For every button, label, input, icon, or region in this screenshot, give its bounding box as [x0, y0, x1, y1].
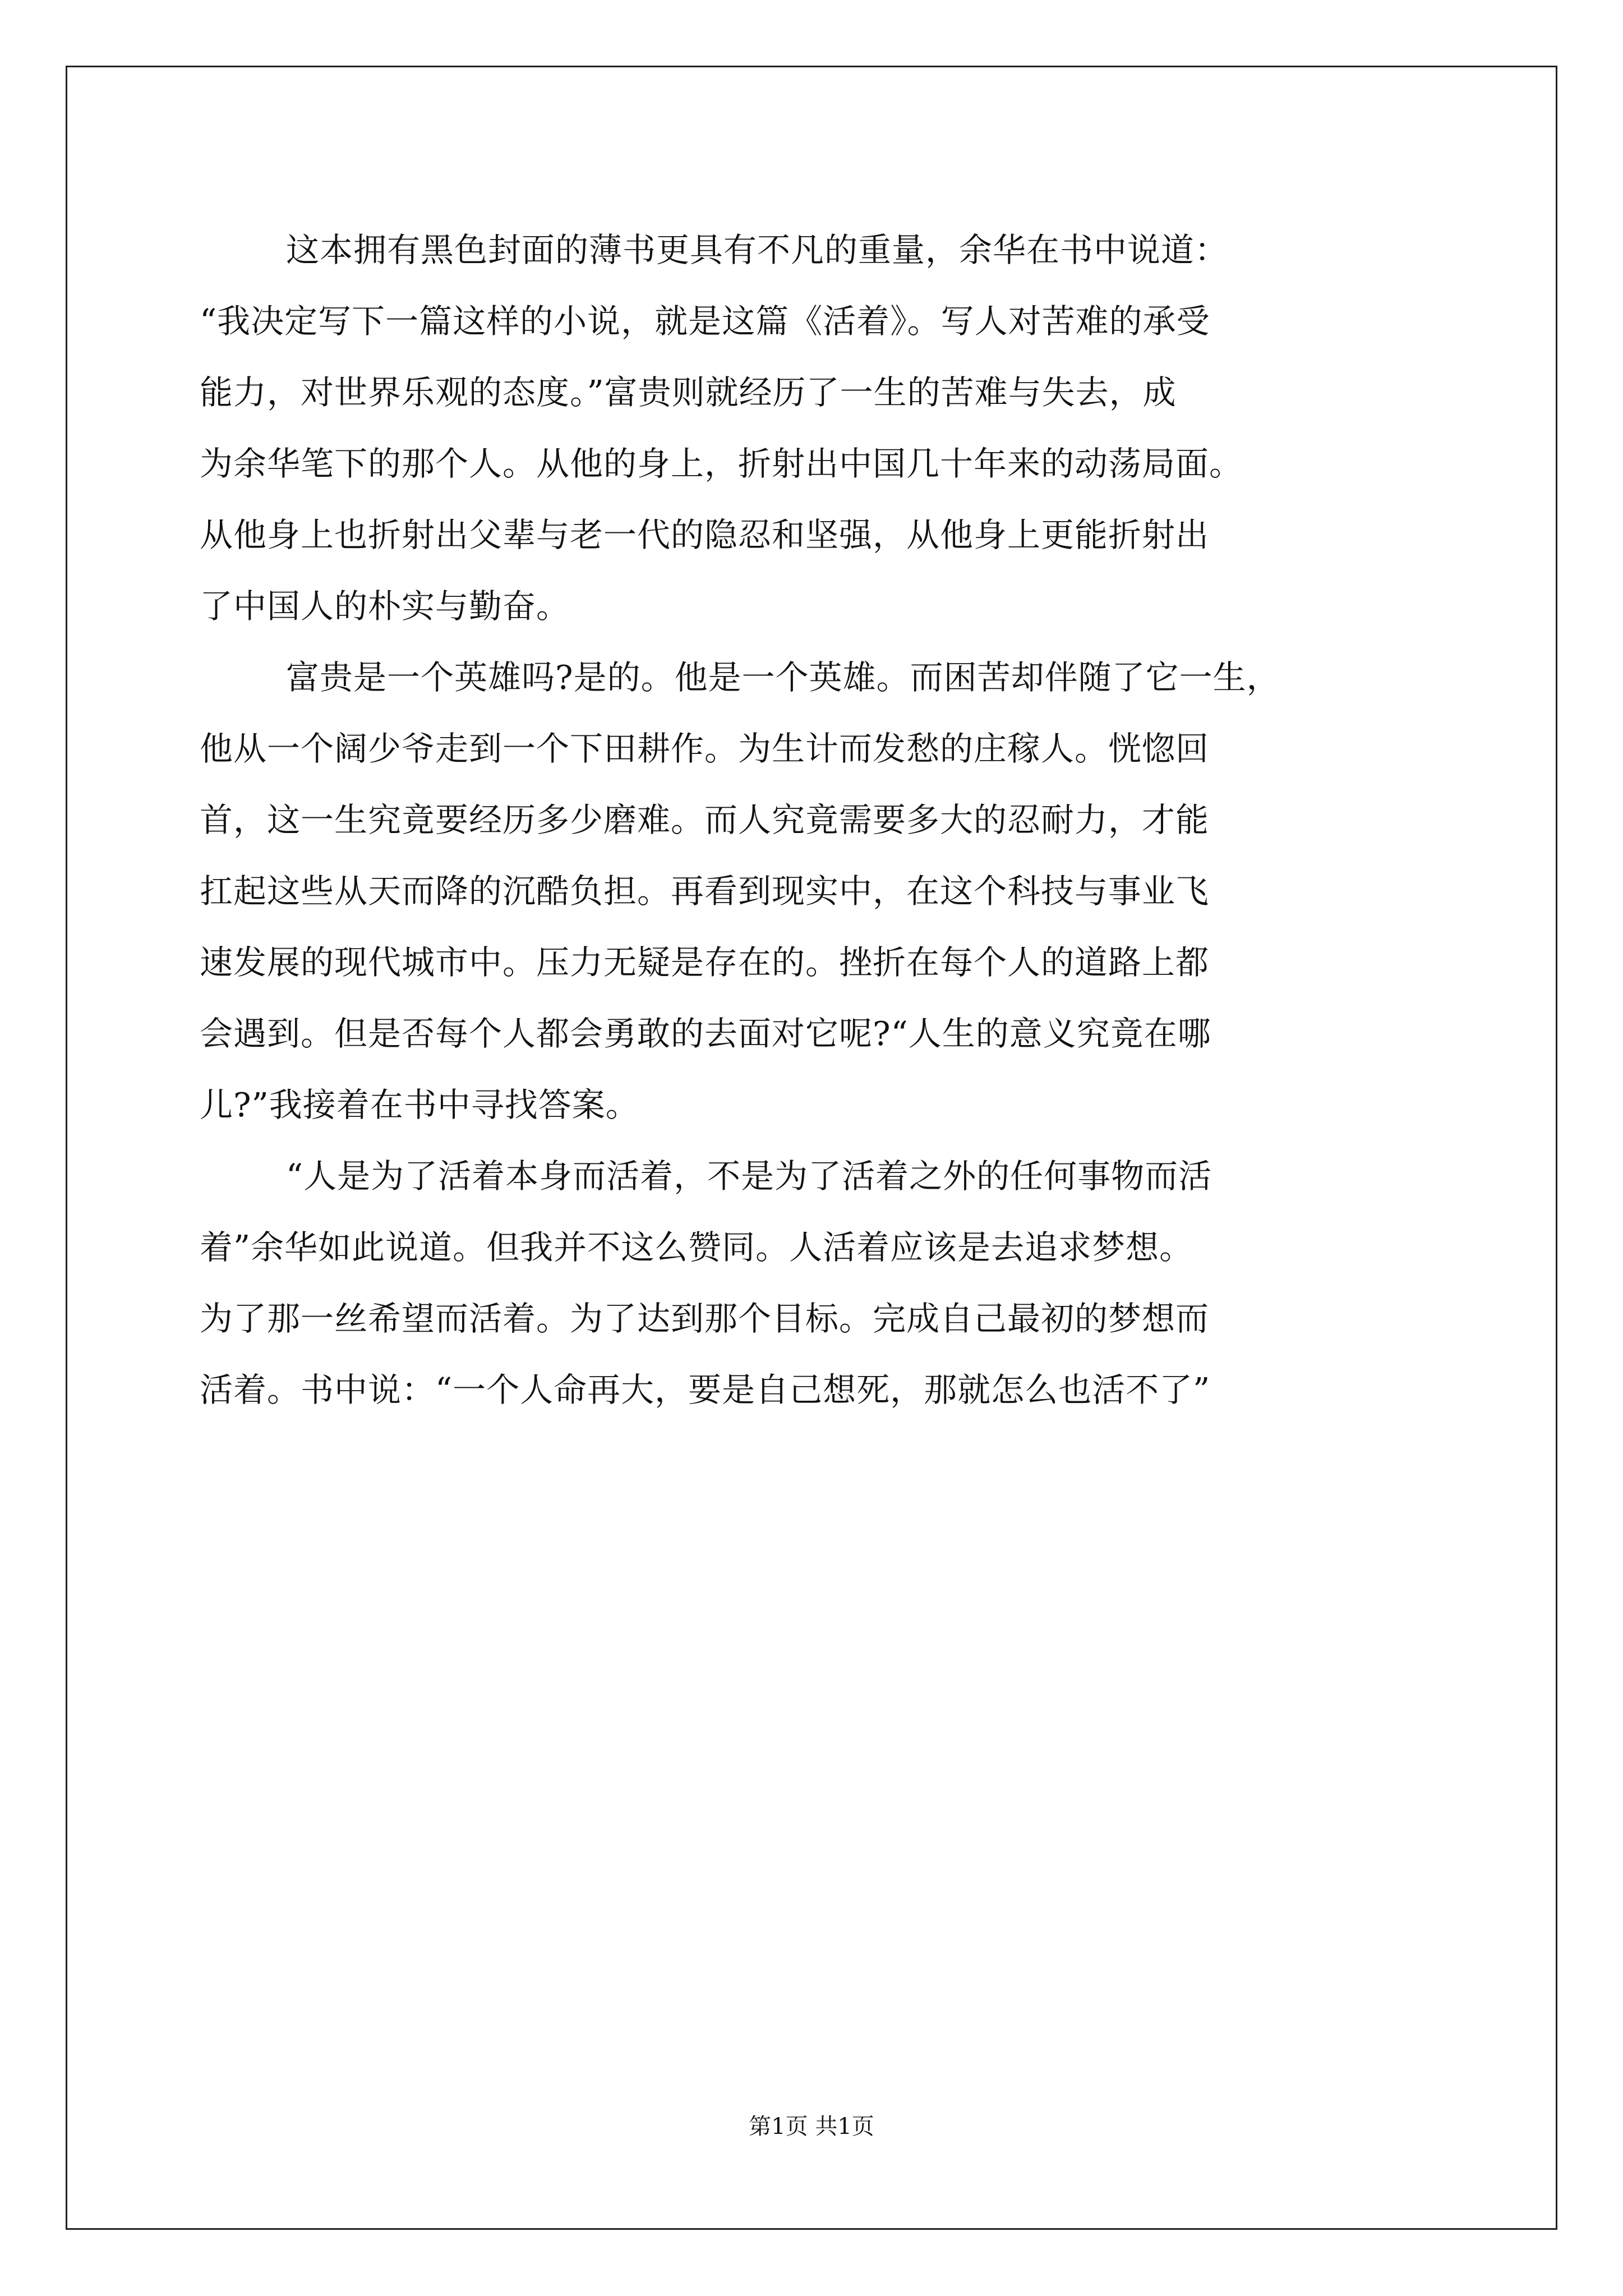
- text-line-15: 着”余华如此说道。但我并不这么赞同。人活着应该是去追求梦想。: [200, 1228, 1193, 1267]
- text-line-9: 首，这一生究竟要经历多少磨难。而人究竟需要多大的忍耐力，才能: [200, 800, 1210, 839]
- text-line-16: 为了那一丝希望而活着。为了达到那个目标。完成自己最初的梦想而: [200, 1299, 1210, 1338]
- text-line-8: 他从一个阔少爷走到一个下田耕作。为生计而发愁的庄稼人。恍惚回: [200, 729, 1210, 768]
- text-line-12: 会遇到。但是否每个人都会勇敢的去面对它呢?“人生的意义究竟在哪: [200, 1014, 1211, 1053]
- essay-body: [200, 214, 1433, 1425]
- text-line-10: 扛起这些从天而降的沉酷负担。再看到现实中，在这个科技与事业飞: [200, 872, 1210, 910]
- text-line-5: 从他身上也折射出父辈与老一代的隐忍和坚强，从他身上更能折射出: [200, 516, 1210, 554]
- text-line-7: 富贵是一个英雄吗?是的。他是一个英雄。而困苦却伴随了它一生，: [286, 658, 1280, 697]
- text-line-1: 这本拥有黑色封面的薄书更具有不凡的重量，余华在书中说道：: [286, 231, 1229, 269]
- text-line-4: 为余华笔下的那个人。从他的身上，折射出中国几十年来的动荡局面。: [200, 444, 1243, 483]
- page-number-footer: 第1页 共1页: [749, 2114, 874, 2139]
- text-line-14: “人是为了活着本身而活着，不是为了活着之外的任何事物而活: [286, 1157, 1212, 1195]
- text-line-17: 活着。书中说：“一个人命再大，要是自己想死，那就怎么也活不了”: [200, 1370, 1211, 1409]
- text-line-13: 儿?”我接着在书中寻找答案。: [200, 1085, 639, 1124]
- text-line-11: 速发展的现代城市中。压力无疑是存在的。挫折在每个人的道路上都: [200, 943, 1210, 982]
- text-line-2: “我决定写下一篇这样的小说，就是这篇《活着》。写人对苦难的承受: [200, 302, 1210, 341]
- text-line-6: 了中国人的朴实与勤奋。: [200, 587, 570, 625]
- text-line-3: 能力，对世界乐观的态度。”富贵则就经历了一生的苦难与失去，成: [200, 373, 1177, 412]
